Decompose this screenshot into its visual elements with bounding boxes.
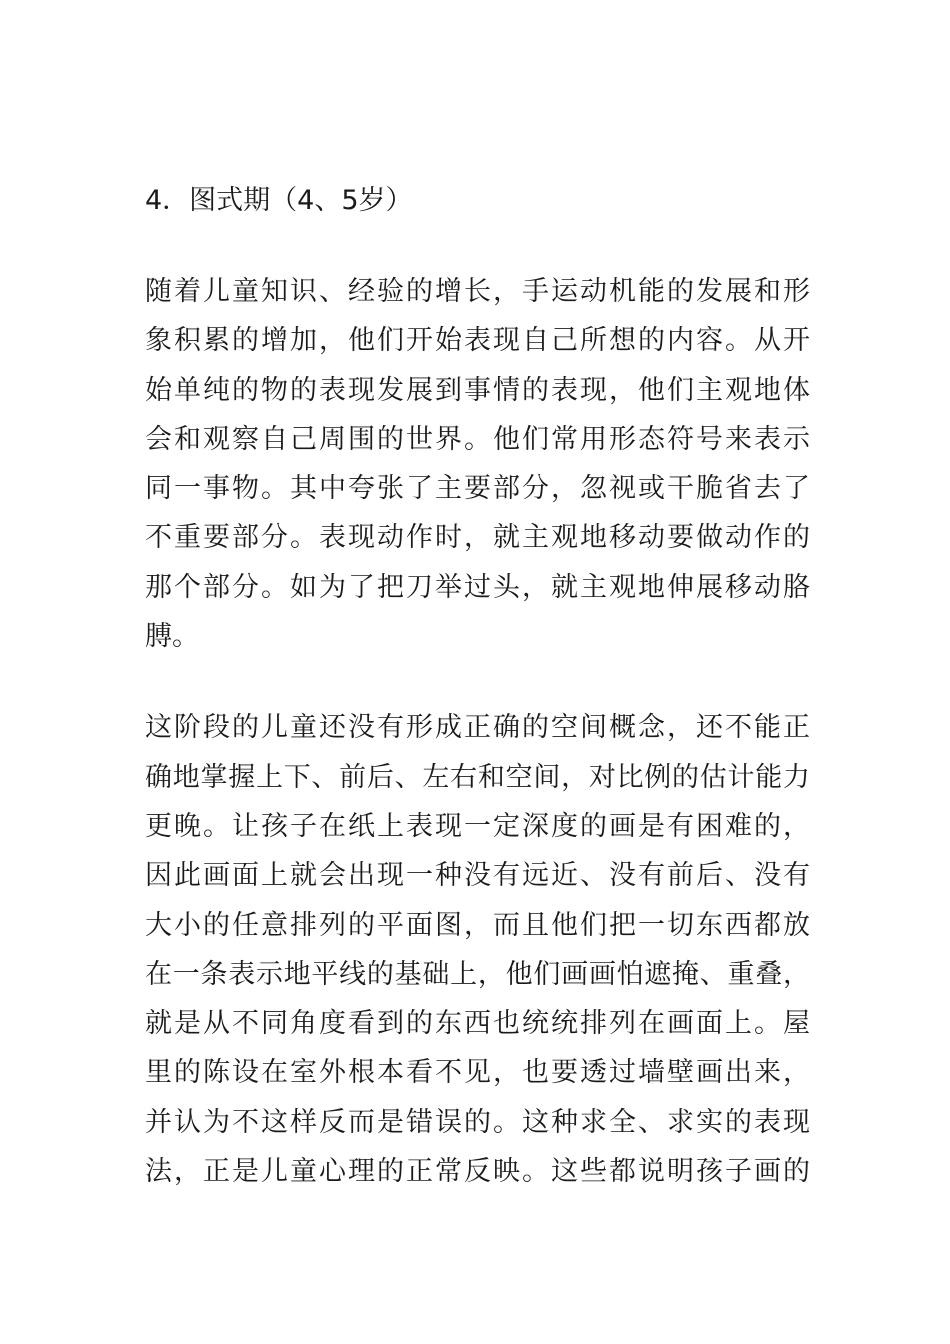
text-line: 就是从不同角度看到的东西也统统排列在画面上。屋 — [145, 1008, 810, 1040]
text-line: 膊。 — [145, 621, 199, 653]
text-line: 更晚。让孩子在纸上表现一定深度的画是有困难的， — [145, 810, 810, 842]
text-line: 里的陈设在室外根本看不见，也要透过墙壁画出来， — [145, 1057, 810, 1089]
text-line: 因此画面上就会出现一种没有远近、没有前后、没有 — [145, 860, 810, 892]
paragraph-2 — [145, 703, 810, 1196]
text-line: 始单纯的物的表现发展到事情的表现，他们主观地体 — [145, 374, 810, 406]
text-line: 象积累的增加，他们开始表现自己所想的内容。从开 — [145, 325, 810, 357]
text-line: 法，正是儿童心理的正常反映。这些都说明孩子画的 — [145, 1156, 810, 1188]
text-line: 大小的任意排列的平面图，而且他们把一切东西都放 — [145, 909, 810, 941]
text-line: 那个部分。如为了把刀举过头，就主观地伸展移动胳 — [145, 571, 810, 603]
text-line: 在一条表示地平线的基础上，他们画画怕遮掩、重叠， — [145, 958, 810, 990]
text-line: 同一事物。其中夸张了主要部分，忽视或干脆省去了 — [145, 473, 810, 505]
document-page — [145, 176, 810, 1196]
text-line: 随着儿童知识、经验的增长，手运动机能的发展和形 — [145, 276, 810, 307]
text-line: 这阶段的儿童还没有形成正确的空间概念，还不能正 — [145, 712, 810, 744]
text-line: 不重要部分。表现动作时，就主观地移动要做动作的 — [145, 522, 810, 554]
text-line: 会和观察自己周围的世界。他们常用形态符号来表示 — [145, 423, 810, 455]
paragraph-1 — [145, 267, 810, 661]
text-line: 确地掌握上下、前后、左右和空间，对比例的估计能力 — [145, 761, 810, 793]
section-heading: 4．图式期（4、5岁） — [145, 185, 413, 216]
text-line: 并认为不这样反而是错误的。这种求全、求实的表现 — [145, 1106, 810, 1138]
